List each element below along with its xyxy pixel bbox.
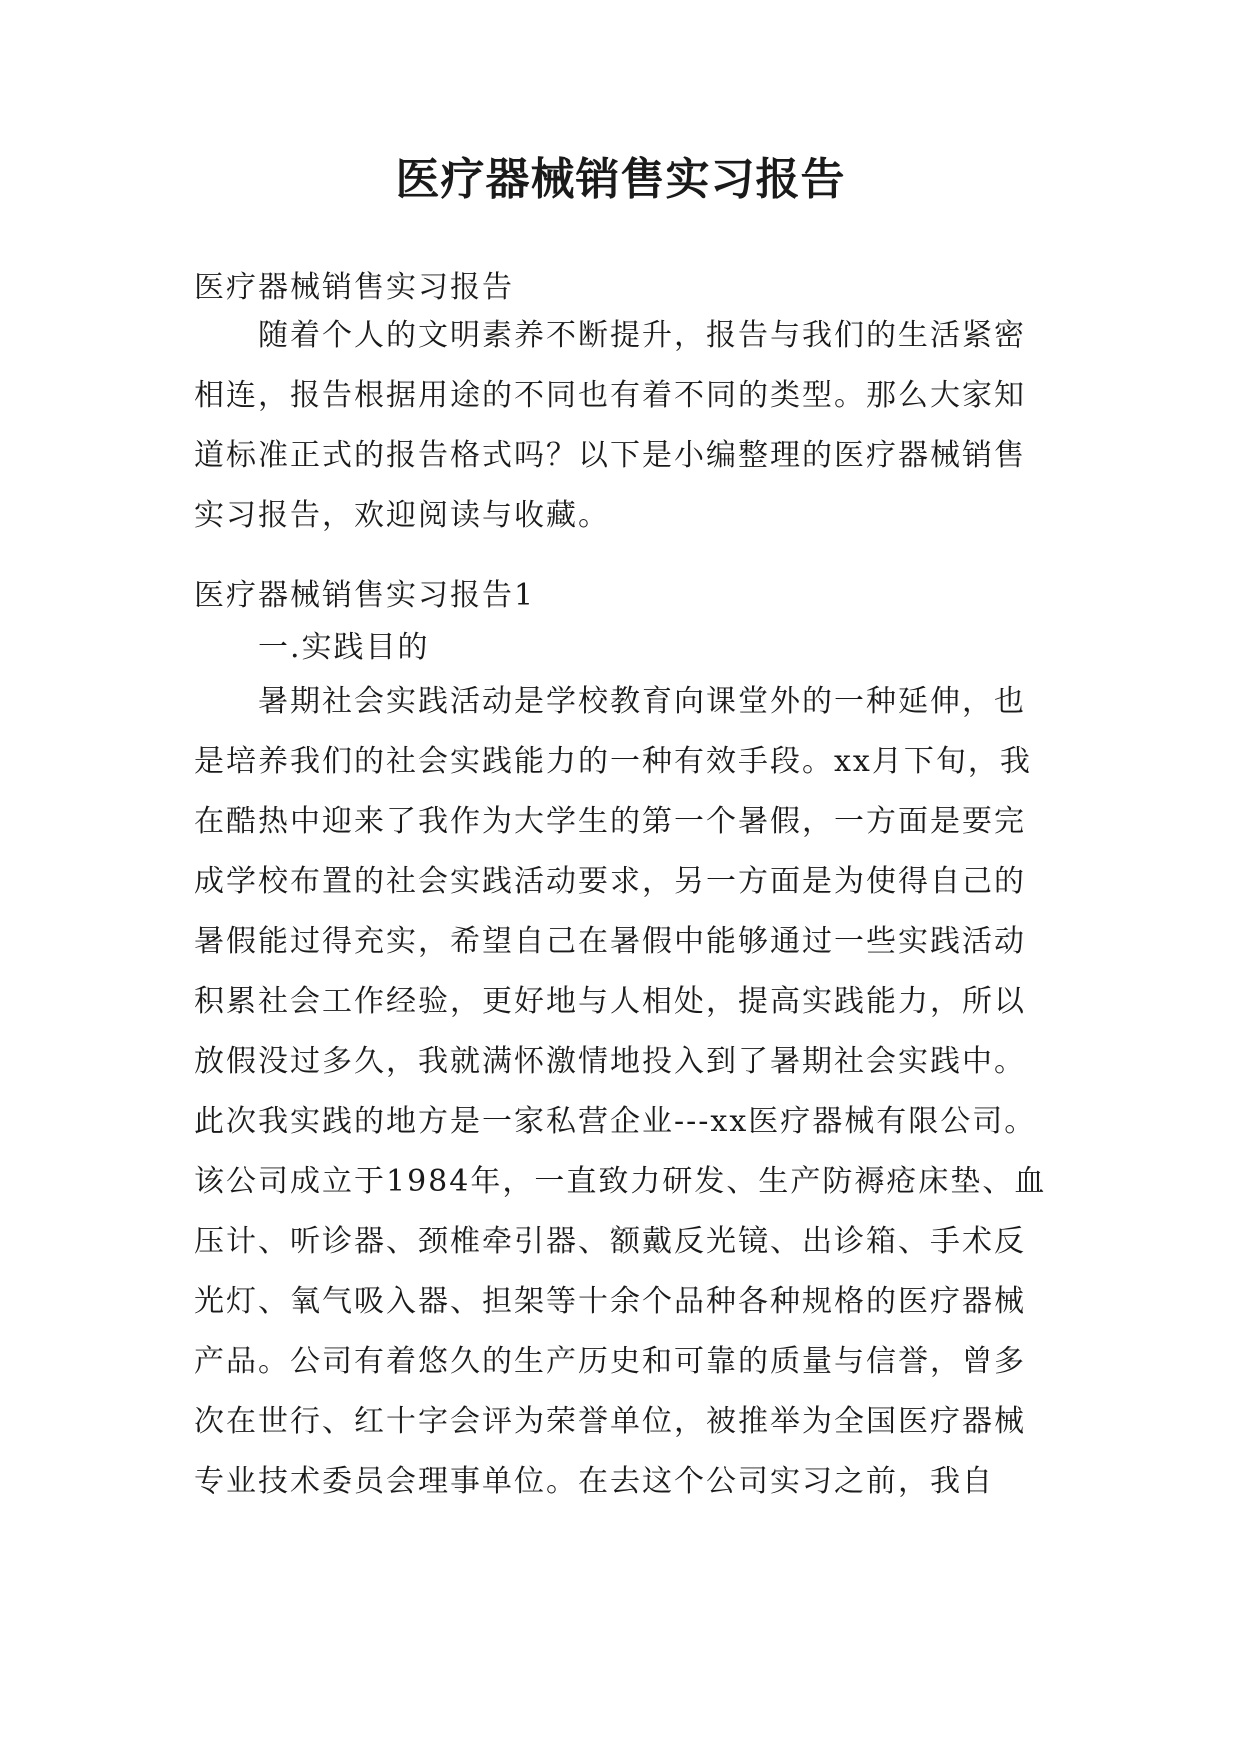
intro-paragraph: 随着个人的文明素养不断提升，报告与我们的生活紧密相连，报告根据用途的不同也有着不同的类型。那么大家知道标准正式的报告格式吗？以下是小编整理的医疗器械销售实习报告，欢迎阅读与收藏。 [194,318,1026,533]
subsection-heading-practice-purpose: 一.实践目的 [258,630,430,665]
section-heading-1: 医疗器械销售实习报告1 [194,578,536,613]
document-title: 医疗器械销售实习报告 [395,154,846,205]
body-paragraph: 暑期社会实践活动是学校教育向课堂外的一种延伸，也是培养我们的社会实践能力的一种有效手段。xx月下旬，我在酷热中迎来了我作为大学生的第一个暑假，一方面是要完成学校布置的社会实践活动要求，另一方面是为使得自己的暑假能过得充实，希望自己在暑假中能够通过一些实践活动积累社会工作经验，更好地与人相处，提高实践能力，所以放假没过多久，我就满怀激情地投入到了暑期社会实践中。此次我实践的地方是一家私营企业---xx医疗器械有限公司。该公司成立于1984年，一直致力研发、生产防褥疮床垫、血压计、听诊器、颈椎牵引器、额戴反光镜、出诊箱、手术反光灯、氧气吸入器、担架等十余个品种各种规格的医疗器械产品。公司有着悠久的生产历史和可靠的质量与信誉，曾多次在世行、红十字会评为荣誉单位，被推举为全国医疗器械专业技术委员会理事单位。在去这个公司实习之前，我自 [194,684,1047,1499]
intro-heading: 医疗器械销售实习报告 [194,270,514,305]
